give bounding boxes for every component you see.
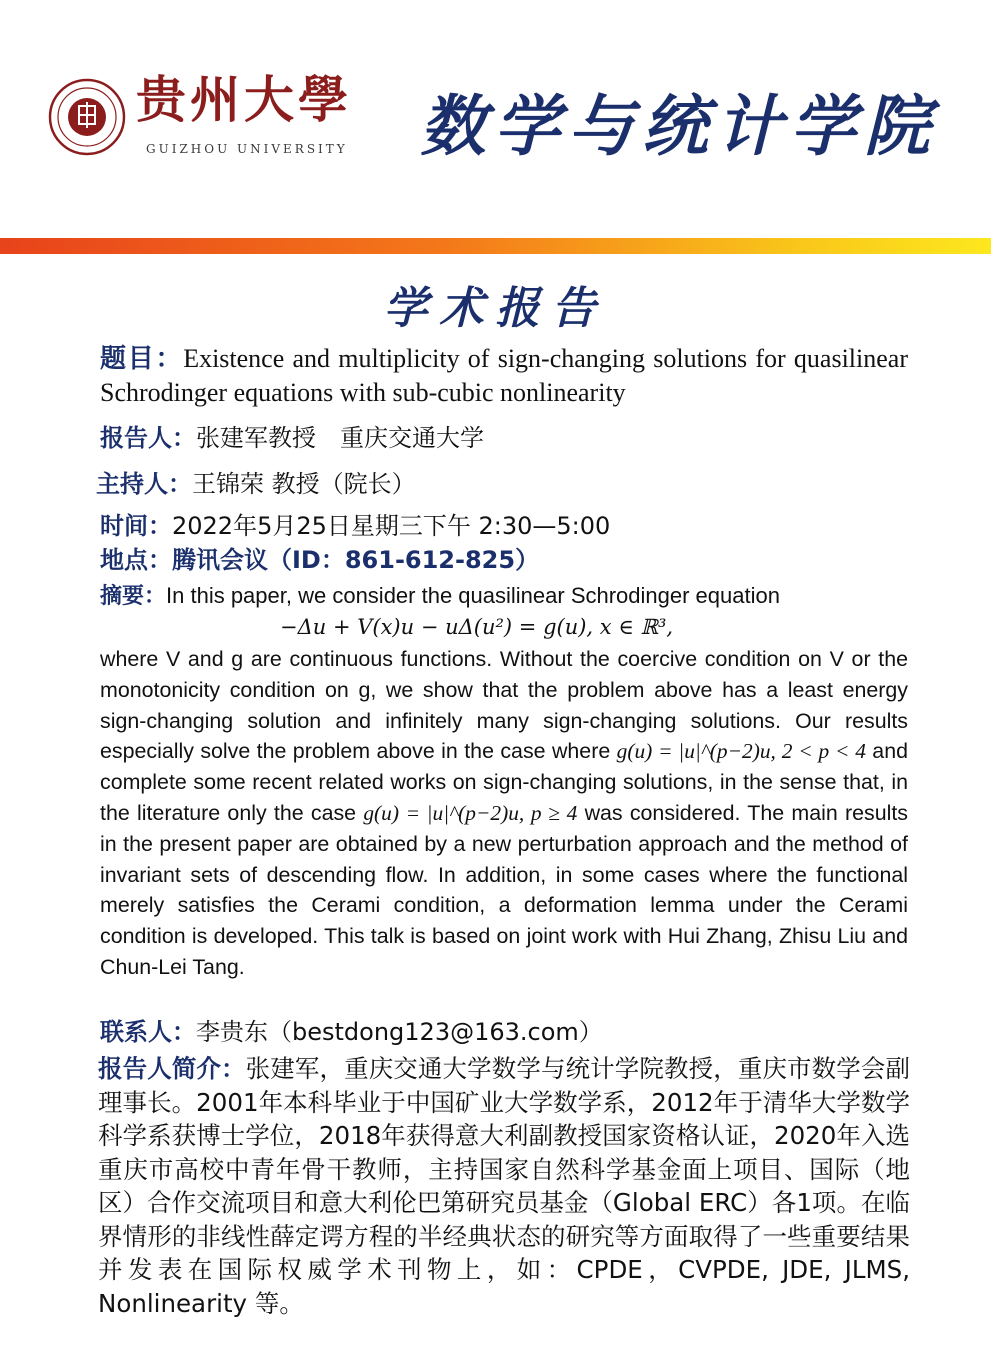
abstract-body [100, 644, 908, 983]
abstract-label: 摘要： [100, 584, 167, 609]
abstract-intro: In this paper, we consider the quasilinear Schrodinger equation [166, 583, 780, 608]
bio-section [98, 1052, 910, 1320]
time-label: 时间： [100, 512, 172, 540]
school-name: 数学与统计学院 [420, 87, 938, 165]
host-section [96, 468, 904, 500]
speaker-section [100, 422, 908, 454]
university-english-name: GUIZHOU UNIVERSITY [146, 142, 348, 156]
host-value: 王锦荣 教授（院长） [192, 470, 416, 498]
place-value: 腾讯会议（ID：861-612-825） [172, 546, 540, 574]
contact-label: 联系人： [100, 1018, 196, 1046]
university-seal-icon [48, 78, 126, 156]
abstract-math-2: g(u) = |u|^(p−2)u, p ≥ 4 [363, 800, 578, 825]
bio-label: 报告人简介： [98, 1054, 246, 1083]
speaker-value: 张建军教授 重庆交通大学 [196, 424, 484, 452]
host-label: 主持人： [96, 470, 192, 498]
abstract-text-2: and complete some recent related works on sign-changing solutions, in the sense that, in the literature only the case [100, 739, 908, 825]
speaker-label: 报告人： [100, 424, 196, 452]
time-value: 2022年5月25日星期三下午 2:30—5:00 [172, 512, 611, 540]
gradient-divider [0, 238, 991, 254]
abstract-text-3: was considered. The main results in the present paper are obtained by a new perturbation approach and the method of invariant sets of descending flow. In addition, in some cases where the functional merely satisfies the Cerami condition, a deformation lemma under the Cerami condition is developed. This talk is based on joint work with Hui Zhang, Zhisu Liu and Chun-Lei Tang. [100, 800, 908, 979]
topic-section [100, 342, 908, 410]
abstract-formula: −Δu + V(x)u − uΔ(u²) = g(u), x ∈ ℝ³, [280, 615, 674, 639]
time-section [100, 510, 908, 542]
university-name: 贵州大學 [136, 70, 352, 129]
abstract-heading [100, 580, 908, 613]
page-header [0, 0, 991, 240]
topic-value: Existence and multiplicity of sign-changing solutions for quasilinear Schrodinger equations with sub-cubic nonlinearity [100, 344, 908, 407]
bio-value: 张建军，重庆交通大学数学与统计学院教授，重庆市数学会副理事长。2001年本科毕业于中国矿业大学数学系，2012年于清华大学数学科学系获博士学位，2018年获得意大利副教授国家资格认证，2020年入选重庆市高校中青年骨干教师，主持国家自然科学基金面上项目、国际（地区）合作交流项目和意大利伦巴第研究员基金（Global ERC）各1项。在临界情形的非线性薛定谔方程的半经典状态的研究等方面取得了一些重要结果并发表在国际权威学术刊物上，如：CPDE，CVPDE, JDE, JLMS, Nonlinearity 等。 [98, 1054, 910, 1318]
topic-label: 题目： [100, 344, 184, 374]
abstract-math-1: g(u) = |u|^(p−2)u, 2 < p < 4 [616, 739, 866, 764]
contact-value: 李贵东（bestdong123@163.com） [196, 1018, 603, 1046]
report-title: 学术报告 [383, 283, 608, 334]
contact-section [100, 1016, 908, 1048]
abstract-text-1: where V and g are continuous functions. Without the coercive condition on V or the monotonicity condition on g, we show that the problem above has a least energy sign-changing solution and infinitely many sign-changing solutions. Our results especially solve the problem above in the case where [100, 647, 908, 764]
place-section [100, 544, 908, 576]
place-label: 地点： [100, 546, 172, 574]
